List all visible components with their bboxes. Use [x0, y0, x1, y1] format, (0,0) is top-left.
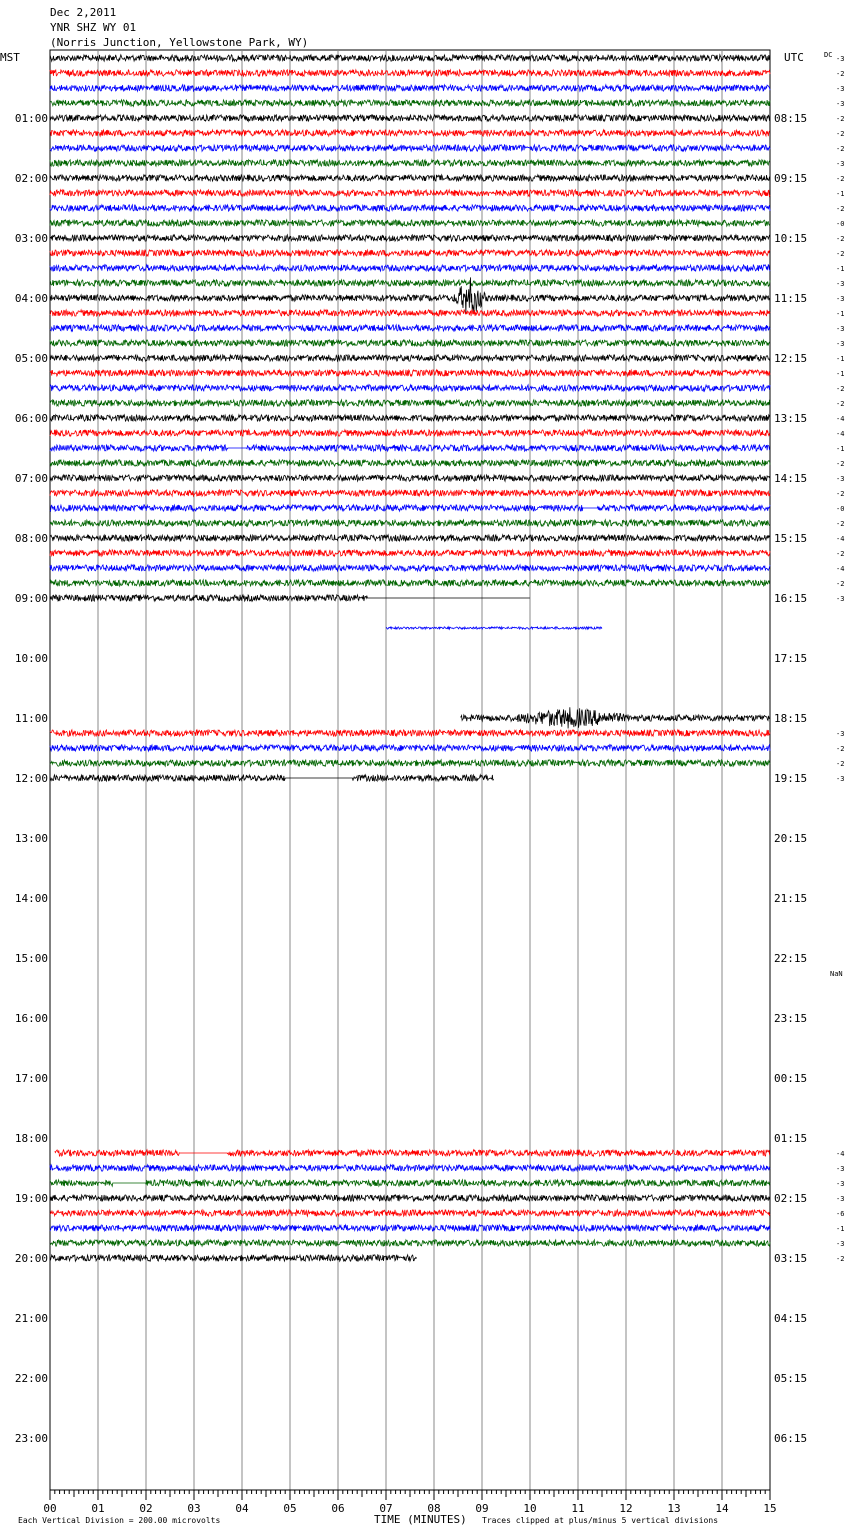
dc-offset-label: -2	[836, 460, 845, 468]
seismic-trace	[50, 760, 770, 766]
utc-hour-label: 15:15	[774, 532, 808, 545]
x-tick-label: 08	[427, 1502, 441, 1515]
x-tick-label: 01	[91, 1502, 105, 1515]
dc-offset-label: -6	[836, 1210, 845, 1218]
x-tick-label: 14	[715, 1502, 729, 1515]
dc-offset-label: -2	[836, 490, 845, 498]
utc-hour-label: 19:15	[774, 772, 808, 785]
seismic-trace	[386, 627, 602, 629]
x-tick-label: 03	[187, 1502, 201, 1515]
utc-hour-label: 13:15	[774, 412, 808, 425]
seismic-trace	[50, 115, 770, 121]
seismic-trace	[50, 250, 770, 256]
x-tick-label: 15	[763, 1502, 777, 1515]
dc-offset-label: -2	[836, 145, 845, 153]
mst-hour-label: 19:00	[14, 1192, 48, 1205]
mst-hour-label: 23:00	[14, 1432, 48, 1445]
x-tick-label: 12	[619, 1502, 633, 1515]
utc-hour-label: 14:15	[774, 472, 808, 485]
nan-label: NaN	[830, 970, 843, 978]
dc-offset-label: -4	[836, 565, 845, 573]
seismic-trace	[50, 460, 770, 466]
x-tick-label: 11	[571, 1502, 585, 1515]
seismic-trace	[50, 550, 770, 556]
axes-layer	[15, 55, 845, 1515]
seismic-trace	[50, 490, 770, 496]
seismic-trace	[50, 445, 770, 451]
right-axis-label: UTC	[784, 51, 804, 64]
mst-hour-label: 13:00	[14, 832, 48, 845]
seismic-trace	[50, 370, 770, 376]
dc-offset-label: -1	[836, 1225, 845, 1233]
utc-hour-label: 05:15	[774, 1372, 808, 1385]
dc-offset-label: -2	[836, 385, 845, 393]
seismic-trace	[50, 355, 770, 361]
seismic-trace	[50, 1195, 770, 1201]
dc-offset-label: -0	[836, 220, 845, 228]
dc-offset-label: -3	[836, 295, 845, 303]
mst-hour-label: 04:00	[14, 292, 48, 305]
dc-offset-label: -1	[836, 190, 845, 198]
dc-offset-label: -1	[836, 355, 845, 363]
mst-hour-label: 22:00	[14, 1372, 48, 1385]
mst-hour-label: 21:00	[14, 1312, 48, 1325]
dc-offset-label: -3	[836, 1240, 845, 1248]
seismic-trace	[50, 1240, 770, 1246]
seismic-trace	[50, 160, 770, 166]
x-tick-label: 04	[235, 1502, 249, 1515]
seismic-trace	[50, 730, 770, 736]
utc-hour-label: 00:15	[774, 1072, 808, 1085]
seismic-trace	[50, 325, 770, 331]
mst-hour-label: 11:00	[14, 712, 48, 725]
footer-clip-note: Traces clipped at plus/minus 5 vertical divisions	[482, 1516, 719, 1525]
mst-hour-label: 14:00	[14, 892, 48, 905]
seismic-trace	[50, 130, 770, 136]
utc-hour-label: 01:15	[774, 1132, 808, 1145]
seismic-trace	[50, 175, 770, 181]
seismic-trace	[460, 707, 769, 728]
seismic-trace	[50, 505, 770, 511]
station-location: (Norris Junction, Yellowstone Park, WY)	[50, 36, 309, 49]
dc-offset-label: -3	[836, 325, 845, 333]
seismic-trace	[50, 190, 770, 196]
utc-hour-label: 09:15	[774, 172, 808, 185]
mst-hour-label: 08:00	[14, 532, 48, 545]
dc-offset-label: -1	[836, 370, 845, 378]
dc-offset-label: -3	[836, 595, 845, 603]
mst-hour-label: 10:00	[14, 652, 48, 665]
seismic-trace	[50, 775, 494, 781]
x-tick-label: 09	[475, 1502, 489, 1515]
x-tick-label: 06	[331, 1502, 345, 1515]
utc-hour-label: 08:15	[774, 112, 808, 125]
seismic-trace	[50, 745, 770, 751]
dc-offset-label: -2	[836, 550, 845, 558]
seismic-trace	[50, 265, 770, 271]
seismic-trace	[50, 220, 770, 226]
dc-offset-label: -1	[836, 265, 845, 273]
dc-offset-label: -2	[836, 250, 845, 258]
dc-offset-label: -2	[836, 115, 845, 123]
dc-offset-label: -2	[836, 205, 845, 213]
dc-offset-label: -4	[836, 535, 845, 543]
mst-hour-label: 06:00	[14, 412, 48, 425]
mst-hour-label: 03:00	[14, 232, 48, 245]
station-code: YNR SHZ WY 01	[50, 21, 137, 34]
mst-hour-label: 18:00	[14, 1132, 48, 1145]
dc-offset-label: -3	[836, 1195, 845, 1203]
x-tick-label: 00	[43, 1502, 57, 1515]
dc-offset-label: -2	[836, 175, 845, 183]
plot-frame	[50, 50, 770, 1490]
seismic-trace	[50, 1255, 417, 1261]
seismic-trace	[50, 310, 770, 316]
utc-hour-label: 21:15	[774, 892, 808, 905]
seismic-trace	[50, 205, 770, 211]
seismic-trace	[50, 1165, 770, 1171]
mst-hour-label: 02:00	[14, 172, 48, 185]
utc-hour-label: 17:15	[774, 652, 808, 665]
utc-hour-label: 20:15	[774, 832, 808, 845]
dc-offset-label: -2	[836, 1255, 845, 1263]
seismic-trace	[50, 145, 770, 151]
dc-offset-label: -0	[836, 505, 845, 513]
dc-offset-label: -3	[836, 1180, 845, 1188]
dc-offset-label: -3	[836, 55, 845, 63]
dc-offset-label: -2	[836, 760, 845, 768]
utc-hour-label: 03:15	[774, 1252, 808, 1265]
chart-date: Dec 2,2011	[50, 6, 117, 19]
mst-hour-label: 09:00	[14, 592, 48, 605]
traces-layer	[50, 55, 770, 1261]
footer-division-note: Each Vertical Division = 200.00 microvolts	[18, 1516, 221, 1525]
mst-hour-label: 15:00	[14, 952, 48, 965]
dc-offset-label: -2	[836, 520, 845, 528]
utc-hour-label: 22:15	[774, 952, 808, 965]
dc-offset-label: -2	[836, 70, 845, 78]
utc-hour-label: 23:15	[774, 1012, 808, 1025]
x-tick-label: 13	[667, 1502, 681, 1515]
seismic-trace	[50, 85, 770, 91]
dc-offset-label: -1	[836, 310, 845, 318]
left-axis-label: MST	[0, 51, 20, 64]
seismic-trace	[50, 400, 770, 406]
dc-offset-label: -3	[836, 160, 845, 168]
seismic-trace	[50, 55, 770, 61]
seismic-trace	[50, 565, 770, 571]
utc-hour-label: 06:15	[774, 1432, 808, 1445]
seismic-trace	[50, 280, 770, 286]
dc-offset-label: -3	[836, 280, 845, 288]
utc-hour-label: 18:15	[774, 712, 808, 725]
dc-offset-label: -4	[836, 415, 845, 423]
utc-hour-label: 10:15	[774, 232, 808, 245]
dc-offset-label: -2	[836, 130, 845, 138]
dc-header-label: DC	[824, 51, 833, 59]
mst-hour-label: 17:00	[14, 1072, 48, 1085]
seismic-trace	[50, 475, 770, 481]
dc-offset-label: -2	[836, 235, 845, 243]
minute-grid	[50, 50, 770, 1490]
dc-offset-label: -1	[836, 445, 845, 453]
dc-offset-label: -2	[836, 580, 845, 588]
x-axis-title: TIME (MINUTES)	[374, 1513, 467, 1526]
mst-hour-label: 05:00	[14, 352, 48, 365]
mst-hour-label: 01:00	[14, 112, 48, 125]
dc-offset-label: -3	[836, 85, 845, 93]
utc-hour-label: 16:15	[774, 592, 808, 605]
dc-offset-label: -3	[836, 1165, 845, 1173]
dc-offset-label: -2	[836, 745, 845, 753]
x-tick-label: 02	[139, 1502, 153, 1515]
utc-hour-label: 04:15	[774, 1312, 808, 1325]
dc-offset-label: -4	[836, 1150, 845, 1158]
x-tick-label: 07	[379, 1502, 393, 1515]
seismic-trace	[50, 1210, 770, 1216]
utc-hour-label: 11:15	[774, 292, 808, 305]
utc-hour-label: 02:15	[774, 1192, 808, 1205]
seismic-trace	[50, 520, 770, 526]
seismic-trace	[50, 430, 770, 436]
seismic-trace	[50, 580, 770, 586]
dc-offset-label: -4	[836, 430, 845, 438]
mst-hour-label: 20:00	[14, 1252, 48, 1265]
seismic-trace	[50, 1180, 770, 1186]
seismic-trace	[50, 415, 770, 421]
seismic-trace	[50, 70, 770, 76]
x-tick-label: 05	[283, 1502, 297, 1515]
seismic-trace	[50, 340, 770, 346]
utc-hour-label: 12:15	[774, 352, 808, 365]
seismic-trace	[50, 100, 770, 106]
seismic-trace	[50, 385, 770, 391]
dc-offset-label: -3	[836, 475, 845, 483]
seismic-trace	[50, 235, 770, 241]
dc-offset-label: -3	[836, 340, 845, 348]
dc-offset-label: -3	[836, 775, 845, 783]
dc-offset-label: -3	[836, 100, 845, 108]
seismic-trace	[50, 1225, 770, 1231]
mst-hour-label: 16:00	[14, 1012, 48, 1025]
mst-hour-label: 07:00	[14, 472, 48, 485]
mst-hour-label: 12:00	[14, 772, 48, 785]
dc-offset-label: -3	[836, 730, 845, 738]
seismic-trace	[50, 535, 770, 541]
x-tick-label: 10	[523, 1502, 537, 1515]
seismic-trace	[55, 1150, 770, 1156]
dc-offset-label: -2	[836, 400, 845, 408]
